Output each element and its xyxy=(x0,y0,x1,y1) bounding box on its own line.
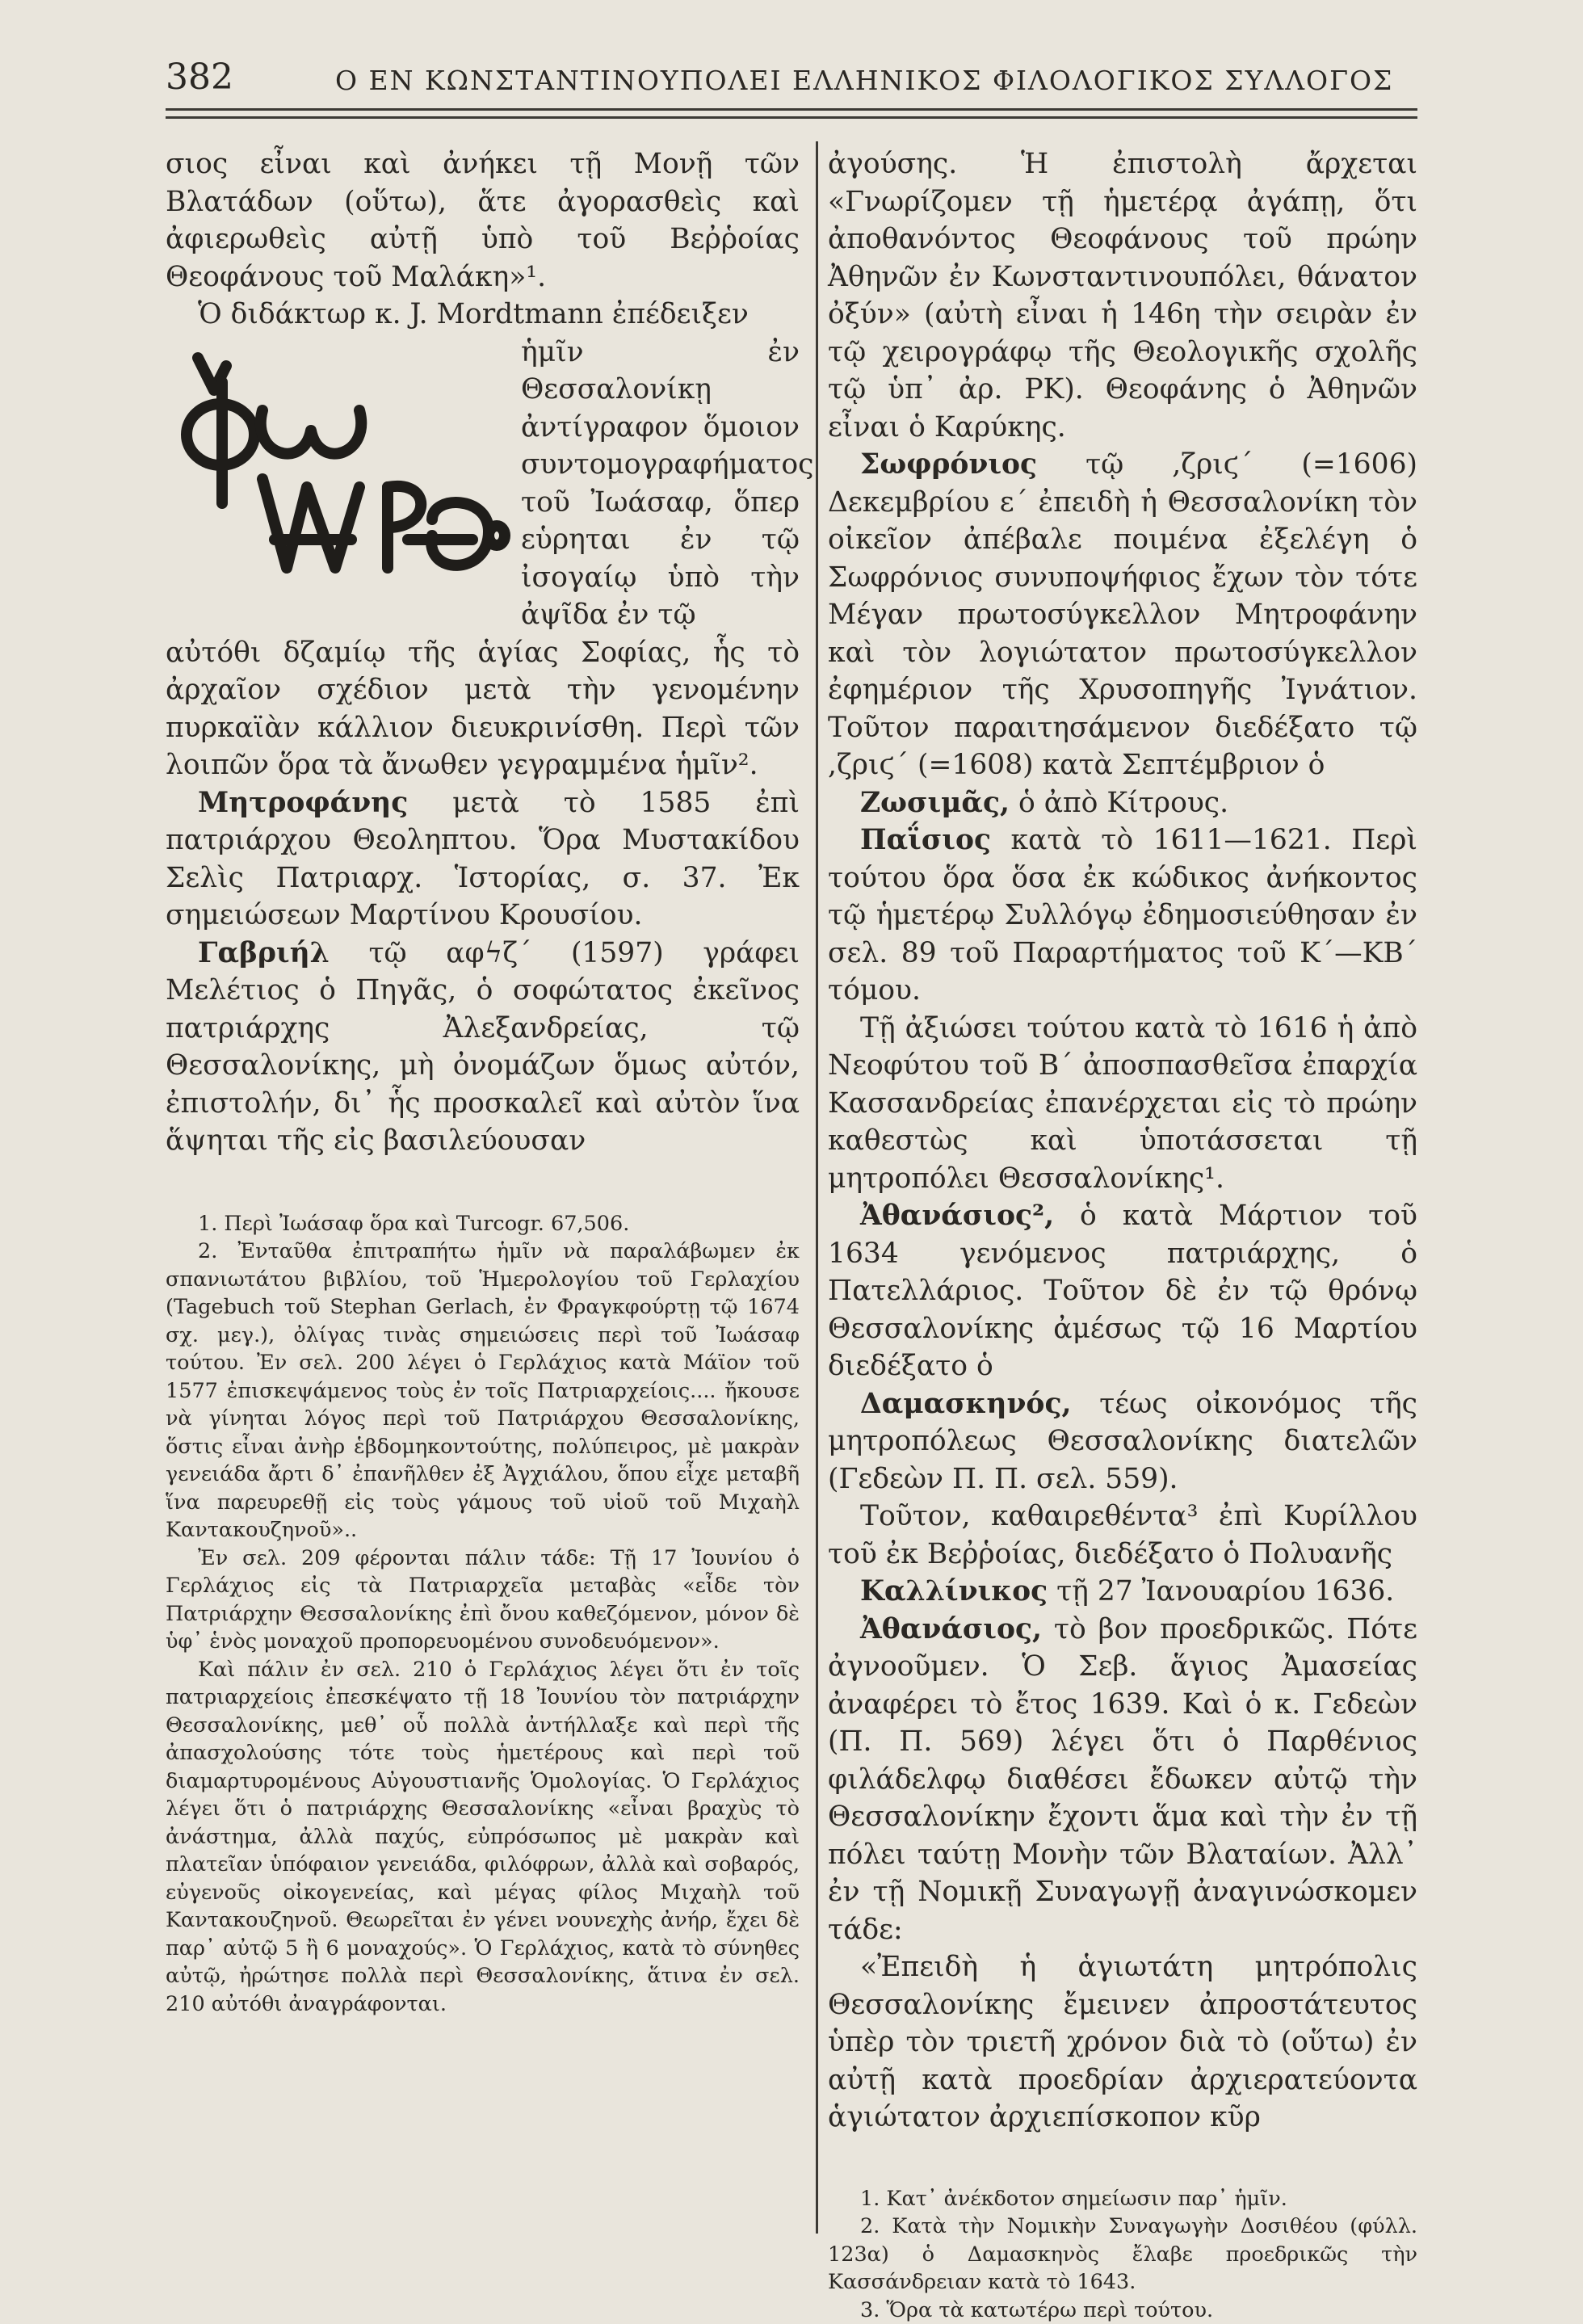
footnote-2: 2. Ἐνταῦθα ἐπιτραπήτω ἡμῖν νὰ παραλάβωμεν ἐκ σπανιωτάτου βιβλίου, τοῦ Ἡμερολογίου τοῦ Γερλαχίου (Tagebuch τοῦ Stephan Gerlach, ἐν Φραγκφούρτῃ τῷ 1674 σχ. μεγ.), ὀλίγας τινὰς σημειώσεις περὶ τοῦ Ἰωάσαφ τούτου. Ἐν σελ. 200 λέγει ὁ Γερλάχιος κατὰ Μάϊον τοῦ 1577 ἐπισκεψάμενος τοὺς ἐν τοῖς Πατριαρχείοις.... ἤκουσε νὰ γίνηται λόγος περὶ τοῦ Πατριάρχου Θεσσαλονίκης, ὅστις εἶναι ἀνὴρ ἑβδομηκοντούτης, πολύπειρος, μὲ μακρὰν γενειάδα ἄρτι δ᾽ ἐπανῆλθεν ἐξ Ἀγχιάλου, ὅπου εἶχε μεταβῆ ἵνα παρευρεθῇ εἰς τοὺς γάμους τοῦ υἱοῦ τοῦ Μιχαὴλ Καντακουζηνοῦ».. xyxy=(166,1238,800,1544)
left-column xyxy=(166,145,800,2018)
monogram-glyphs xyxy=(166,334,513,576)
right-paragraph-1: ἀγούσης. Ἡ ἐπιστολὴ ἄρχεται «Γνωρίζομεν τῇ ἡμετέρᾳ ἀγάπῃ, ὅτι ἀποθανόντος Θεοφάνους τοῦ πρώην Ἀθηνῶν ἐν Κωνσταντινουπόλει, θάνατον ὀξύν» (αὐτὴ εἶναι ἡ 146η τὴν σειρὰν ἐν τῷ χειρογράφῳ τῆς Θεολογικῆς σχολῆς τῷ ὑπ᾽ ἀρ. ΡΚ). Θεοφάνης ὁ Ἀθηνῶν εἶναι ὁ Καρύκης. xyxy=(828,145,1417,446)
entry-mitrofanis xyxy=(166,784,800,935)
right-footnote-1: 1. Κατ᾽ ἀνέκδοτον σημείωσιν παρ᾽ ἡμῖν. xyxy=(828,2185,1417,2213)
entry-text-zosimas: ὁ ἀπὸ Κίτρους. xyxy=(1010,787,1228,819)
entry-heading-zosimas: Ζωσιμᾶς, xyxy=(860,787,1010,819)
entry-text-athanasios-2: τὸ βον προεδρικῶς. Πότε ἀγνοοῦμεν. Ὁ Σεβ. ἅγιος Ἀμασείας ἀναφέρει τὸ ἔτος 1639. Καὶ ὁ κ. Γεδεὼν (Π. Π. 569) λέγει ὅτι ὁ Παρθένιος φιλάδελφῳ διαθέσει ἔδωκεν αὐτῷ τὴν Θεσσαλονίκην ἔχοντι ἅμα καὶ τὴν ἐν τῇ πόλει ταύτῃ Μονὴν τῶν Βλαταίων. Ἀλλ᾽ ἐν τῇ Νομικῇ Συναγωγῇ ἀναγινώσκομεν τάδε: xyxy=(828,1613,1417,1946)
entry-damaskinos xyxy=(828,1385,1417,1498)
left-paragraph-1: σιος εἶναι καὶ ἀνήκει τῇ Μονῇ τῶν Βλατάδων (οὕτω), ἅτε ἀγορασθεὶς καὶ ἀφιερωθεὶς αὐτῇ ὑπὸ τοῦ Βεῤῥοίας Θεοφάνους τοῦ Μαλάκη»¹. xyxy=(166,145,800,296)
entry-heading-athanasios-2: Ἀθανάσιος, xyxy=(860,1613,1042,1645)
header-rule-top xyxy=(166,108,1417,111)
entry-sofronios xyxy=(828,446,1417,784)
running-title: Ο ΕΝ ΚΩΝΣΤΑΝΤΙΝΟΥΠΟΛΕΙ ΕΛΛΗΝΙΚΟΣ ΦΙΛΟΛΟΓΙΚΟΣ ΣΥΛΛΟΓΟΣ xyxy=(335,65,1393,96)
entry-text-sofronios: τῷ ,ζριϛ΄ (=1606) Δεκεμβρίου ε΄ ἐπειδὴ ἡ Θεσσαλονίκη τὸν οἰκεῖον ἀπέβαλε ποιμένα ἐξελέγη ὁ Σωφρόνιος συνυποψήφιος ἔχων τὸν τότε Μέγαν πρωτοσύγκελλον Μητροφάνην καὶ τὸν λογιώτατον πρωτοσύγκελλον ἐφημέριον τῆς Χρυσοπηγῆς Ἰγνάτιον. Τοῦτον παραιτησάμενον διεδέξατο τῷ ,ζριϛ΄ (=1608) κατὰ Σεπτέμβριον ὁ xyxy=(828,448,1417,781)
running-head xyxy=(166,57,1377,97)
header-rule-bottom xyxy=(166,116,1417,119)
left-paragraph-2: Ὁ διδάκτωρ κ. J. Mordtmann ἐπέδειξεν xyxy=(166,296,800,334)
entry-text-athanasios-1: ὁ κατὰ Μάρτιον τοῦ 1634 γενόμενος πατριάρχης, ὁ Πατελλάριος. Τοῦτον δὲ ἐν τῷ θρόνῳ Θεσσαλονίκης ἀμέσως τῷ 16 Μαρτίου διεδέξατο ὁ xyxy=(828,1200,1417,1382)
ioasaf-monogram-image xyxy=(166,334,513,576)
entry-kallinikos xyxy=(828,1573,1417,1611)
page-number: 382 xyxy=(166,57,233,98)
entry-gavriil xyxy=(166,935,800,1160)
right-footnotes xyxy=(828,2185,1417,2324)
left-paragraph-4: αὐτόθι δζαμίῳ τῆς ἁγίας Σοφίας, ἧς τὸ ἀρχαῖον σχέδιον μετὰ τὴν γενομένην πυρκαϊὰν κάλλιον διευκρινίσθη. Περὶ τῶν λοιπῶν ὅρα τὰ ἄνωθεν γεγραμμένα ἡμῖν². xyxy=(166,634,800,784)
right-paragraph-polyanis: Τοῦτον, καθαιρεθέντα³ ἐπὶ Κυρίλλου τοῦ ἐκ Βεῤῥοίας, διεδέξατο ὁ Πολυανῆς xyxy=(828,1498,1417,1573)
column-divider xyxy=(816,141,818,2234)
entry-text-paisios: κατὰ τὸ 1611—1621. Περὶ τούτου ὅρα ὅσα ἐκ κώδικος ἀνήκοντος τῷ ἡμετέρῳ Συλλόγῳ ἐδημοσιεύθησαν ἐν σελ. 89 τοῦ Παραρτήματος τοῦ Κ΄—ΚΒ΄ τόμου. xyxy=(828,824,1417,1007)
entry-heading-mitrofanis: Μητροφάνης xyxy=(198,787,408,819)
entry-text-damaskinos: τέως οἰκονόμος τῆς μητροπόλεως Θεσσαλονίκης διατελῶν (Γεδεὼν Π. Π. σελ. 559). xyxy=(828,1388,1417,1495)
entry-heading-gavriil: Γαβριήλ xyxy=(198,937,330,969)
entry-athanasios-2 xyxy=(828,1611,1417,1949)
entry-heading-paisios: Παΐσιος xyxy=(860,824,991,856)
footnote-2-cont-a: Ἐν σελ. 209 φέρονται πάλιν τάδε: Τῇ 17 Ἰουνίου ὁ Γερλάχιος εἰς τὰ Πατριαρχεῖα μεταβὰς «εἶδε τὸν Πατριάρχην Θεσσαλονίκης ἐπὶ ὄνου καθεζόμενον, μόνον δὲ ὑφ᾽ ἑνὸς μοναχοῦ προπορευομένου συνοδευόμενον». xyxy=(166,1544,800,1656)
entry-heading-damaskinos: Δαμασκηνός, xyxy=(860,1388,1071,1420)
right-footnote-3: 3. Ὅρα τὰ κατωτέρω περὶ τούτου. xyxy=(828,2297,1417,2324)
left-paragraph-3: ἡμῖν ἐν Θεσσαλονίκῃ ἀντίγραφον ὅμοιον συντομογραφήματος τοῦ Ἰωάσαφ, ὅπερ εὑρηται ἐν τῷ ἰσογαίῳ ὑπὸ τὴν ἀψῖδα ἐν τῷ xyxy=(521,334,800,634)
right-paragraph-kassandreia: Τῇ ἀξιώσει τούτου κατὰ τὸ 1616 ἡ ἀπὸ Νεοφύτου τοῦ Β΄ ἀποσπασθεῖσα ἐπαρχία Κασσανδρείας ἐπανέρχεται εἰς τὸ πρώην καθεστὼς καὶ ὑποτάσσεται τῇ μητροπόλει Θεσσαλονίκης¹. xyxy=(828,1010,1417,1198)
footnote-1: 1. Περὶ Ἰωάσαφ ὅρα καὶ Turcogr. 67,506. xyxy=(166,1210,800,1238)
entry-heading-athanasios-1: Ἀθανάσιος², xyxy=(860,1200,1054,1232)
entry-heading-kallinikos: Καλλίνικος xyxy=(860,1575,1048,1607)
left-footnotes xyxy=(166,1210,800,2019)
entry-athanasios-1 xyxy=(828,1197,1417,1385)
right-footnote-2: 2. Κατὰ τὴν Νομικὴν Συναγωγὴν Δοσιθέου (φύλλ. 123α) ὁ Δαμασκηνὸς ἔλαβε προεδρικῶς τὴν Κασσάνδρειαν κατὰ τὸ 1643. xyxy=(828,2213,1417,2297)
entry-heading-sofronios: Σωφρόνιος xyxy=(860,448,1037,481)
right-column xyxy=(828,145,1417,2324)
entry-text-kallinikos: τῇ 27 Ἰανουαρίου 1636. xyxy=(1048,1575,1394,1607)
entry-text-mitrofanis: μετὰ τὸ 1585 ἐπὶ πατριάρχου Θεοληπτου. Ὅρα Μυστακίδου Σελὶς Πατριαρχ. Ἱστορίας, σ. 37. Ἐκ σημειώσεων Μαρτίνου Κρουσίου. xyxy=(166,787,800,932)
entry-paisios xyxy=(828,822,1417,1010)
entry-text-gavriil: τῷ αφϟζ΄ (1597) γράφει Μελέτιος ὁ Πηγᾶς, ὁ σοφώτατος ἐκεῖνος πατριάρχης Ἀλεξανδρείας, τῷ Θεσσαλονίκης, μὴ ὀνομάζων ὅμως αὐτόν, ἐπιστολήν, δι᾽ ἧς προσκαλεῖ καὶ αὐτὸν ἵνα ἅψηται τῆς εἰς βασιλεύουσαν xyxy=(166,937,800,1158)
footnote-2-cont-b: Καὶ πάλιν ἐν σελ. 210 ὁ Γερλάχιος λέγει ὅτι ἐν τοῖς πατριαρχείοις ἐπεσκέψατο τῇ 18 Ἰουνίου τὸν πατριάρχην Θεσσαλονίκης, μεθ᾽ οὗ πολλὰ ἀντήλλαξε καὶ περὶ τῆς ἀπασχολούσης τότε τοὺς ἡμετέρους καὶ περὶ τοῦ διαμαρτυρομένους Αὐγουστιανῆς Ὁμολογίας. Ὁ Γερλάχιος λέγει ὅτι ὁ πατριάρχης Θεσσαλονίκης «εἶναι βραχὺς τὸ ἀνάστημα, ἀλλὰ παχύς, εὐπρόσωπος μὲ μακρὰν καὶ πλατεῖαν ὑπόφαιον γενειάδα, φιλόφρων, ἀλλὰ καὶ σοβαρός, εὐγενοῦς οἰκογενείας, καὶ μέγας φίλος Μιχαὴλ τοῦ Καντακουζηνοῦ. Θεωρεῖται ἐν γένει νουνεχὴς ἀνήρ, ἔχει δὲ παρ᾽ αὐτῷ 5 ἢ 6 μοναχούς». Ὁ Γερλάχιος, κατὰ τὸ σύνηθες αὐτῷ, ἠρώτησε πολλὰ περὶ Θεσσαλονίκης, ἅτινα ἐν σελ. 210 αὐτόθι ἀναγράφονται. xyxy=(166,1656,800,2019)
entry-zosimas xyxy=(828,784,1417,822)
right-paragraph-quotation: «Ἐπειδὴ ἡ ἁγιωτάτη μητρόπολις Θεσσαλονίκης ἔμεινεν ἀπροστάτευτος ὑπὲρ τὸν τριετῆ χρόνον διὰ τὸ (οὕτω) ἐν αὐτῇ κατὰ προεδρίαν ἀρχιερατεύοντα ἁγιώτατον ἀρχιεπίσκοπον κῦρ xyxy=(828,1948,1417,2137)
